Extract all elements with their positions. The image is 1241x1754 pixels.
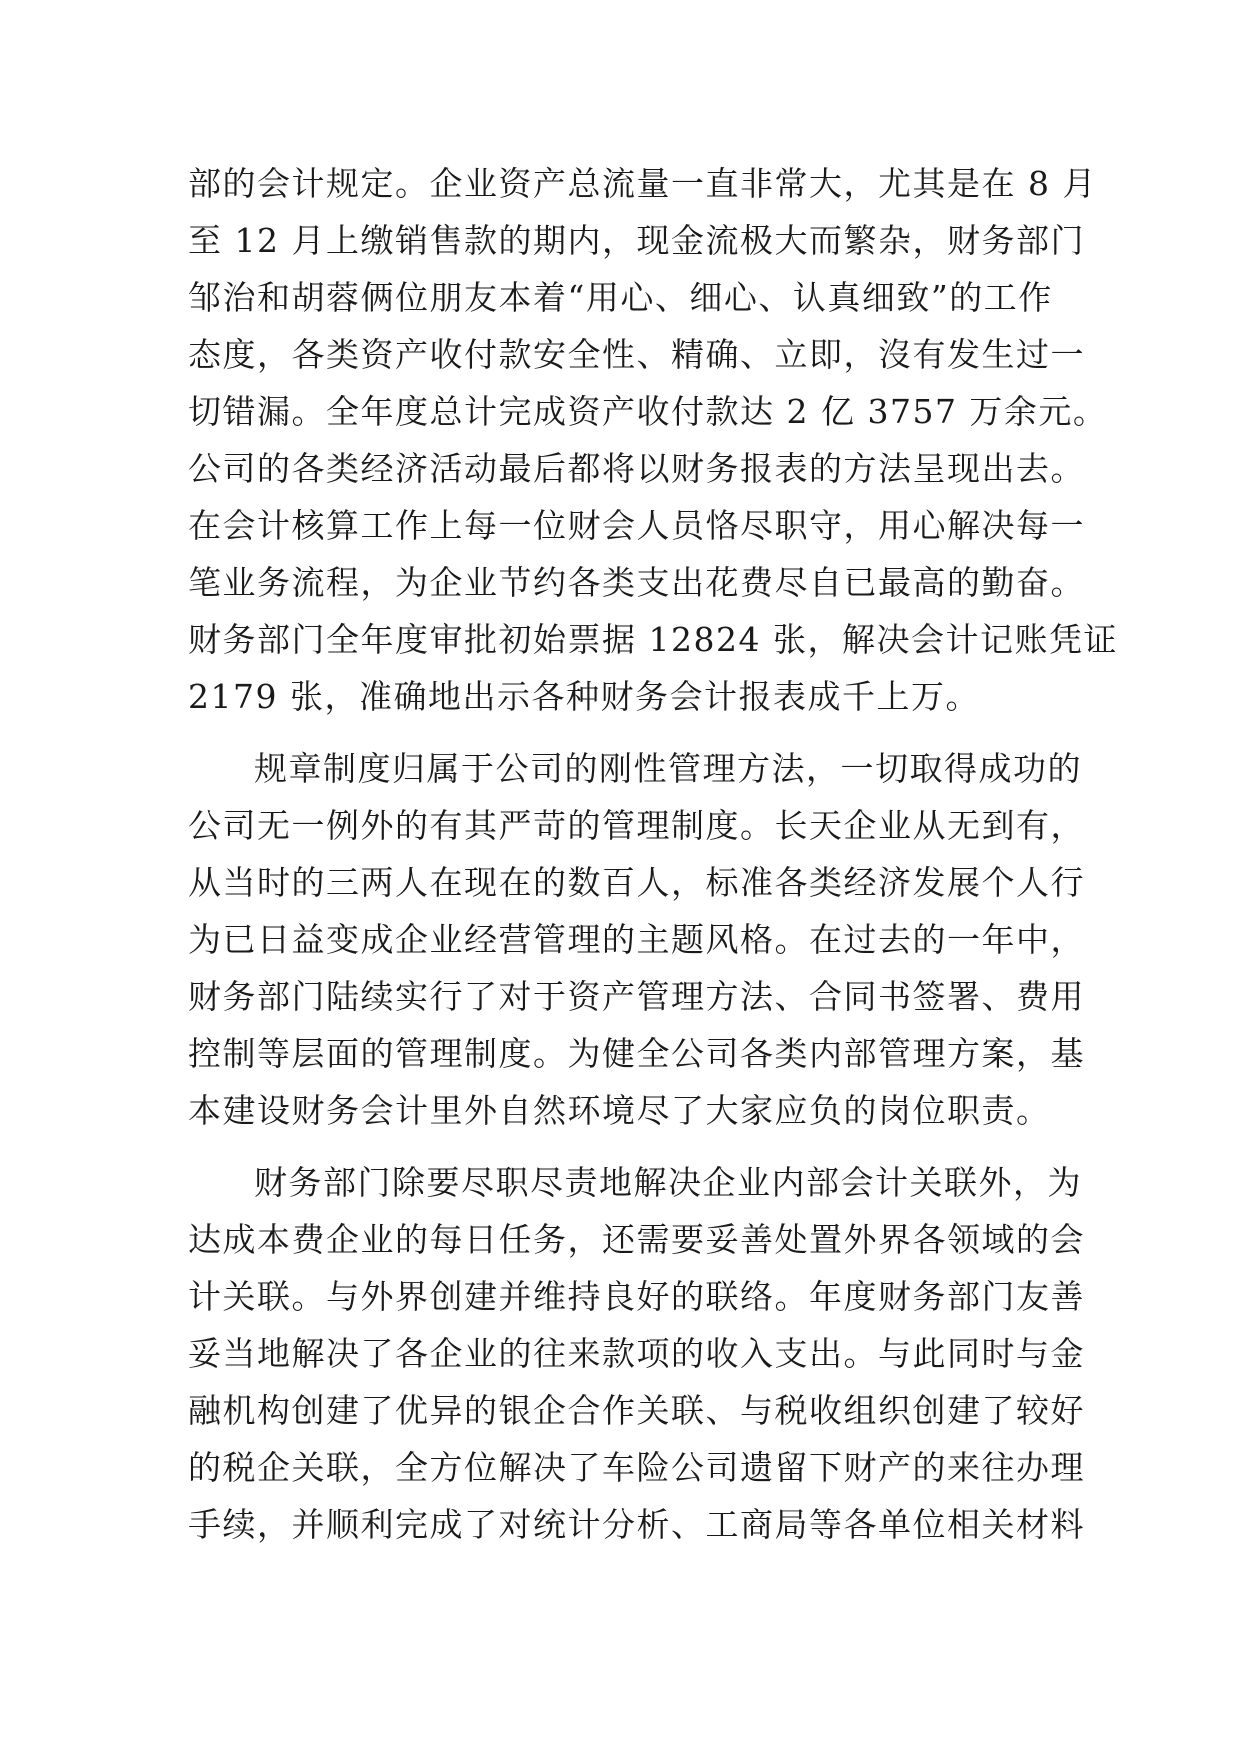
text-line: 融机构创建了优异的银企合作关联、与税收组织创建了较好 <box>188 1391 1085 1430</box>
text-line: 邹治和胡蓉俩位朋友本着“用心、细心、认真细致”的工作 <box>188 278 1053 317</box>
document-body <box>188 155 1118 1553</box>
text-line: 达成本费企业的每日任务，还需要妥善处置外界各领域的会 <box>188 1220 1085 1259</box>
text-line: 手续，并顺利完成了对统计分析、工商局等各单位相关材料 <box>188 1505 1085 1544</box>
text-line: 态度，各类资产收付款安全性、精确、立即，沒有发生过一 <box>188 335 1085 374</box>
text-line: 公司无一例外的有其严苛的管理制度。长天企业从无到有， <box>188 806 1085 845</box>
text-line: 妥当地解决了各企业的往来款项的收入支出。与此同时与金 <box>188 1334 1085 1373</box>
text-line: 财务部门陆续实行了对于资产管理方法、合同书签署、费用 <box>188 977 1085 1016</box>
paragraph-2 <box>188 740 1085 1139</box>
text-line: 在会计核算工作上每一位财会人员恪尽职守，用心解决每一 <box>188 506 1085 545</box>
text-line: 从当时的三两人在现在的数百人，标准各类经济发展个人行 <box>188 863 1085 902</box>
text-line: 规章制度归属于公司的刚性管理方法，一切取得成功的 <box>254 749 1082 788</box>
text-line: 至 12 月上缴销售款的期内，现金流极大而繁杂，财务部门 <box>188 221 1085 260</box>
text-line: 公司的各类经济活动最后都将以财务报表的方法呈现出去。 <box>188 449 1085 488</box>
paragraph-3 <box>188 1154 1085 1553</box>
text-line: 计关联。与外界创建并维持良好的联络。年度财务部门友善 <box>188 1277 1085 1316</box>
text-line: 财务部门除要尽职尽责地解决企业内部会计关联外，为 <box>254 1163 1082 1202</box>
text-line: 本建设财务会计里外自然环境尽了大家应负的岗位职责。 <box>188 1091 1051 1130</box>
text-line: 财务部门全年度审批初始票据 12824 张，解决会计记账凭证 <box>188 620 1118 659</box>
text-line: 的税企关联，全方位解决了车险公司遗留下财产的来往办理 <box>188 1448 1085 1487</box>
text-line: 2179 张，准确地出示各种财务会计报表成千上万。 <box>188 677 980 716</box>
text-line: 部的会计规定。企业资产总流量一直非常大，尤其是在 8 月 <box>188 164 1097 203</box>
text-line: 切错漏。全年度总计完成资产收付款达 2 亿 3757 万余元。 <box>188 392 1108 431</box>
paragraph-1 <box>188 155 1118 725</box>
text-line: 为已日益变成企业经营管理的主题风格。在过去的一年中， <box>188 920 1085 959</box>
text-line: 笔业务流程，为企业节约各类支出花费尽自已最高的勤奋。 <box>188 563 1085 602</box>
text-line: 控制等层面的管理制度。为健全公司各类内部管理方案，基 <box>188 1034 1085 1073</box>
